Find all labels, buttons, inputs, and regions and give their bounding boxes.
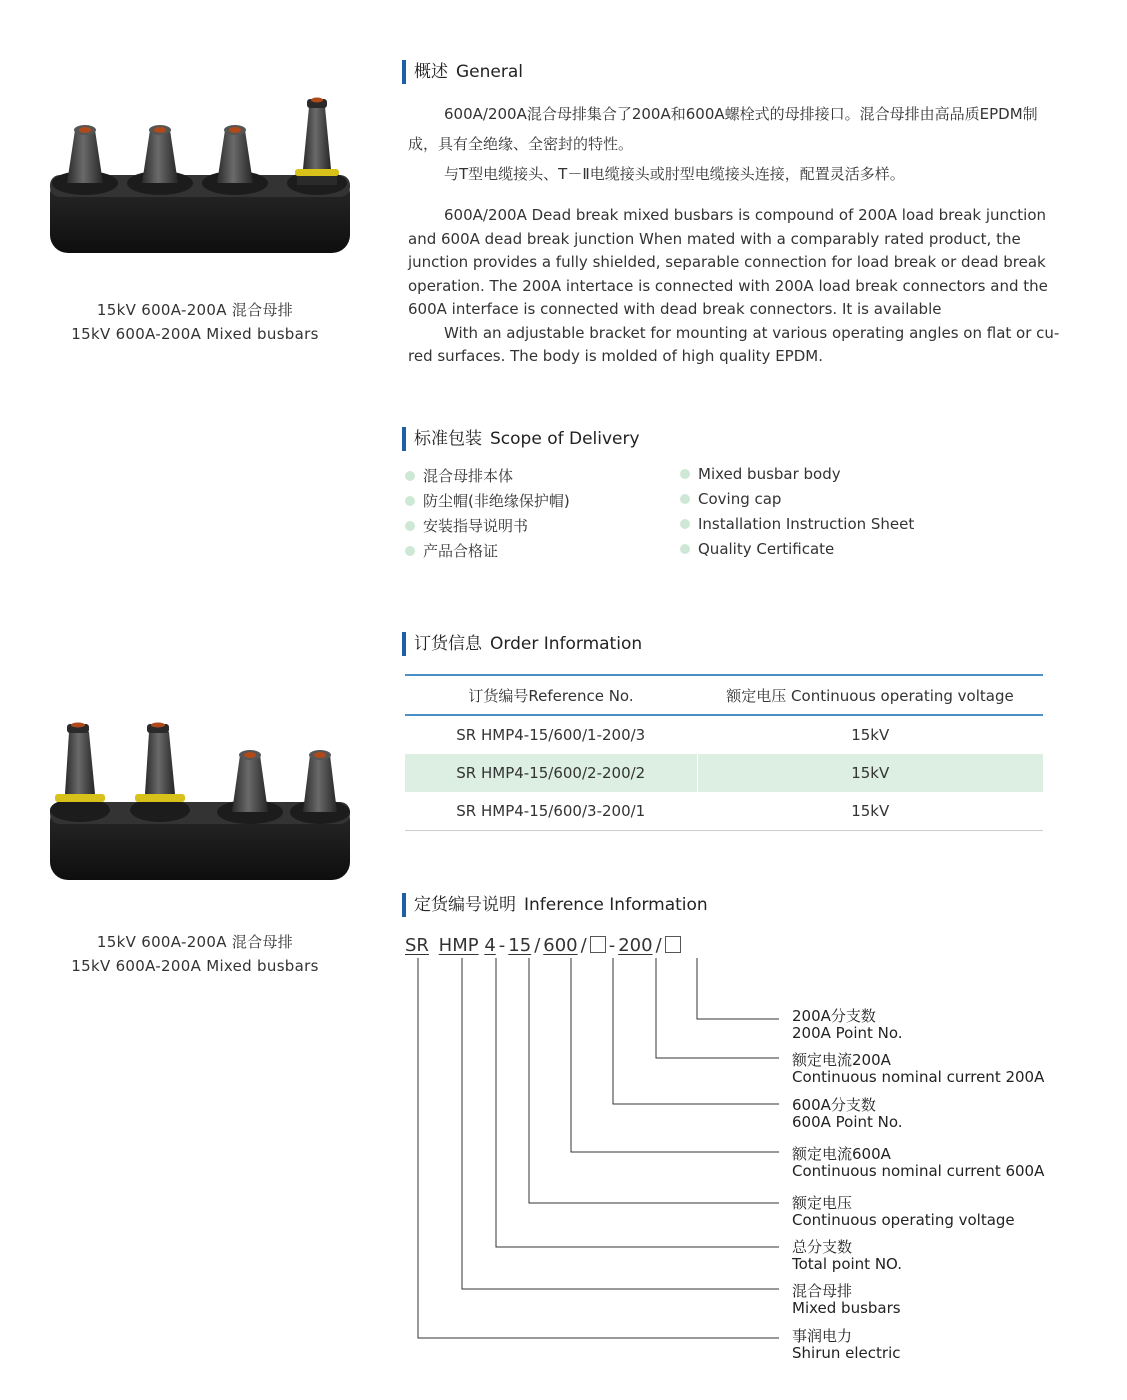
order-section-title bbox=[402, 632, 642, 656]
general-section-title bbox=[402, 60, 523, 84]
list-item: Quality Certificate bbox=[680, 537, 914, 562]
reference-cell: SR HMP4-15/600/2-200/2 bbox=[405, 754, 697, 792]
delivery-section-title bbox=[402, 427, 640, 451]
voltage-cell: 15kV bbox=[851, 726, 890, 744]
list-item: 防尘帽(非绝缘保护帽) bbox=[405, 489, 570, 514]
busbar-photo-top bbox=[45, 95, 355, 257]
code-part-voltage: 15 bbox=[508, 935, 532, 956]
code-part-sr: SR bbox=[405, 935, 429, 956]
list-item: 混合母排本体 bbox=[405, 464, 570, 489]
column-header-voltage: 额定电压 Continuous operating voltage bbox=[697, 675, 1043, 715]
table-row bbox=[405, 715, 1043, 754]
delivery-list-cn bbox=[405, 464, 570, 564]
general-paragraph-en bbox=[408, 204, 1064, 369]
caption-en: 15kV 600A-200A Mixed busbars bbox=[71, 957, 319, 975]
code-part-600a: 600 bbox=[543, 935, 578, 956]
order-table bbox=[405, 674, 1043, 831]
table-row bbox=[405, 754, 1043, 792]
caption-cn: 15kV 600A-200A 混合母排 bbox=[96, 933, 294, 951]
list-item: Installation Instruction Sheet bbox=[680, 512, 914, 537]
voltage-cell: 15kV bbox=[697, 754, 1043, 792]
reference-cell: SR HMP4-15/600/3-200/1 bbox=[405, 792, 697, 831]
product-caption-1 bbox=[45, 298, 345, 346]
busbar-photo-bottom bbox=[45, 720, 355, 885]
voltage-cell: 15kV bbox=[697, 792, 1043, 831]
list-item: 安装指导说明书 bbox=[405, 514, 570, 539]
inference-label-brand: 事润电力 Shirun electric bbox=[792, 1327, 901, 1362]
code-600a-point-box bbox=[590, 936, 606, 953]
inference-label-200a-current: 额定电流200A Continuous nominal current 200A bbox=[792, 1051, 1045, 1086]
title-cn: 标准包装 bbox=[414, 429, 482, 449]
inference-label-voltage: 额定电压 Continuous operating voltage bbox=[792, 1194, 1015, 1229]
para-en-2: With an adjustable bracket for mounting at various operating angles on flat or cu-red surfaces. The body is molded of high quality EPDM. bbox=[408, 323, 1060, 365]
column-header-reference: 订货编号Reference No. bbox=[405, 675, 697, 715]
title-cn: 订货信息 bbox=[414, 634, 482, 654]
list-item: 产品合格证 bbox=[405, 539, 570, 564]
title-en: Order Information bbox=[490, 634, 643, 654]
table-row bbox=[405, 792, 1043, 831]
reference-cell: SR HMP4-15/600/1-200/3 bbox=[405, 715, 697, 754]
product-caption-2 bbox=[45, 930, 345, 978]
caption-en: 15kV 600A-200A Mixed busbars bbox=[71, 325, 319, 343]
general-paragraph-cn bbox=[408, 99, 1038, 189]
para-cn-2: 与T型电缆接头、T－Ⅱ电缆接头或肘型电缆接头连接，配置灵活多样。 bbox=[444, 165, 905, 183]
inference-label-200a-point: 200A分支数 200A Point No. bbox=[792, 1007, 903, 1042]
inference-section-title bbox=[402, 893, 708, 917]
inference-label-mixed-busbars: 混合母排 Mixed busbars bbox=[792, 1282, 901, 1317]
inference-code: SR HMP 4 - 15 / 600 / - 200 / bbox=[405, 934, 681, 958]
title-en: Inference Information bbox=[524, 895, 708, 915]
code-part-total: 4 bbox=[484, 935, 496, 956]
delivery-list-en bbox=[680, 462, 914, 562]
para-cn-1: 600A/200A混合母排集合了200A和600A螺栓式的母排接口。混合母排由高品质EPDM制成，具有全绝缘、全密封的特性。 bbox=[408, 105, 1038, 153]
para-en-1: 600A/200A Dead break mixed busbars is compound of 200A load break junction and 600A dead break junction When mated with a comparably rated product, the junction provides a fully shielded, separable connection for load break or dead break operation. The 200A intertace is connected with 200A load break connectors and the 600A interface is connected with dead break connectors. It is available bbox=[408, 206, 1048, 318]
list-item: Coving cap bbox=[680, 487, 914, 512]
code-part-200a: 200 bbox=[618, 935, 653, 956]
inference-label-600a-current: 额定电流600A Continuous nominal current 600A bbox=[792, 1145, 1045, 1180]
inference-label-total-points: 总分支数 Total point NO. bbox=[792, 1238, 903, 1273]
title-en: Scope of Delivery bbox=[490, 429, 640, 449]
caption-cn: 15kV 600A-200A 混合母排 bbox=[96, 301, 294, 319]
title-cn: 定货编号说明 bbox=[414, 895, 516, 915]
title-en: General bbox=[456, 62, 523, 82]
list-item: Mixed busbar body bbox=[680, 462, 914, 487]
inference-label-600a-point: 600A分支数 600A Point No. bbox=[792, 1096, 903, 1131]
table-header-row bbox=[405, 675, 1043, 715]
title-cn: 概述 bbox=[414, 62, 448, 82]
code-200a-point-box bbox=[665, 936, 681, 953]
code-part-hmp: HMP bbox=[438, 935, 479, 956]
